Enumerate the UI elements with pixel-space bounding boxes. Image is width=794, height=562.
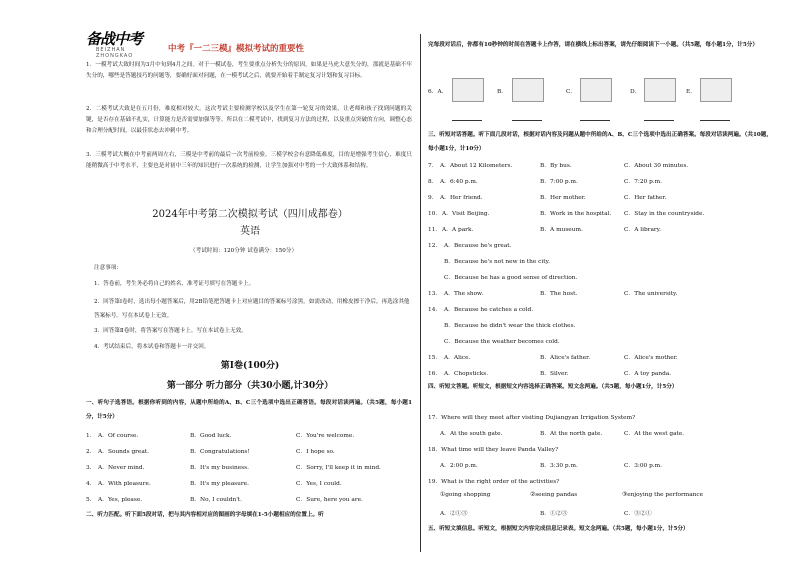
q-number: 7． — [428, 163, 438, 169]
q-number: 13． — [428, 291, 442, 297]
q19-question: 19．What is the right order of the activities? — [428, 479, 560, 485]
option-b: B．Silver. — [540, 371, 569, 377]
option-c: C．You're welcome. — [296, 433, 355, 439]
option-b: B．7:00 p.m. — [540, 179, 578, 185]
option-a: A．Visit Beijing. — [442, 211, 490, 217]
option-b: B．A museum. — [540, 227, 583, 233]
option-a: A．The show. — [444, 291, 484, 297]
option-c: C．At the west gate. — [624, 431, 685, 437]
picture-c — [580, 78, 612, 102]
option-b: B．①②③ — [540, 511, 568, 517]
pic-label-b: B． — [497, 89, 508, 95]
option-c: C．Sure, here you are. — [296, 497, 363, 503]
option-c: C．Yes, I could. — [296, 481, 342, 487]
sec2-instructions: 二、听力匹配。听下面5段对话，把与其内容相对应的图画的字母填在1-5小题相应的位置上。听 — [86, 512, 324, 518]
pic-label-e: E． — [686, 89, 697, 95]
option-a: A．About 12 Kilometers. — [440, 163, 513, 169]
q-number: 11． — [428, 227, 442, 233]
option-c: C．Because the weather becomes cold. — [444, 339, 560, 345]
section-title: 第一部分 听力部分（共30小题,计30分） — [166, 381, 334, 391]
q-number: 15． — [428, 355, 442, 361]
activity-3: ③enjoying the performance — [622, 492, 704, 498]
option-a: A．Never mind. — [98, 465, 145, 471]
sec3-instructions: 三、听短对话答题。听下面几段对话，根据对话内容及问题从题中所给的A、B、C三个选项中选出正确答案。每段对话读两遍。（共10题，每小题1分，计10分） — [428, 132, 772, 152]
activity-1: ①going shopping — [440, 492, 491, 498]
option-a: A．Sounds great. — [98, 449, 149, 455]
q-number: 2． — [86, 449, 96, 455]
option-b: B．3:30 p.m. — [540, 463, 578, 469]
option-c: C．The university. — [624, 291, 678, 297]
option-a: A．With pleasure. — [98, 481, 151, 487]
option-b: B．It's my pleasure. — [190, 481, 249, 487]
answer-blank[interactable] — [512, 120, 542, 121]
option-b: B．At the north gate. — [540, 431, 603, 437]
q-number: 3． — [86, 465, 96, 471]
pic-label-a: 6．A． — [428, 89, 448, 95]
q-number: 12． — [428, 243, 442, 249]
notice-3: 3．回答第Ⅱ卷时，将答案写在答题卡上。写在本试卷上无效。 — [94, 328, 247, 334]
option-c: C．A library. — [624, 227, 662, 233]
option-a: A．Yes, please. — [98, 497, 143, 503]
option-b: B．Work in the hospital. — [540, 211, 612, 217]
notice-title: 注意事项： — [94, 265, 122, 271]
q-number: 9． — [428, 195, 438, 201]
exam-time-info: （考试时间：120分钟 试卷满分：150分） — [190, 248, 298, 254]
notice-2: 2．回答第Ⅰ卷时，选出每小题答案后，用2B铅笔把答题卡上对应题目的答案标号涂黑。如需改动，用橡皮擦干净后，再选涂其他答案标号。写在本试卷上无效。 — [94, 299, 410, 319]
pic-label-c: C． — [566, 89, 577, 95]
q-number: 4． — [86, 481, 96, 487]
sec1-instructions: 一、听句子选答语。根据你听到的内容，从题中所给的A、B、C三个选项中选出正确答语。每段对话读两遍。（共5题，每小题1分，计5分） — [86, 400, 412, 420]
picture-d — [644, 78, 676, 102]
banner-title: 中考『一二三模』模拟考试的重要性 — [168, 44, 305, 54]
activity-2: ②seeing pandas — [530, 492, 578, 498]
option-a: A．Of course. — [98, 433, 139, 439]
option-c: C．Her father. — [624, 195, 667, 201]
sec2-continued: 完每段对话后，你都有10秒钟的时间在答题卡上作答，请在横线上标出答案，请先仔细阅读下一小题。（共5题，每小题1分，计5分） — [428, 42, 758, 48]
option-a: A．②①③ — [440, 511, 468, 517]
option-a: A．Alice. — [444, 355, 471, 361]
option-a: A．At the south gate. — [440, 431, 503, 437]
column-divider — [420, 34, 421, 552]
option-c: C．Alice's mother. — [624, 355, 678, 361]
sec5-instructions: 五、听短文填信息。听短文，根据短文内容完成信息记录表。短文念两遍。（共5题，每小题1分，计5分） — [428, 526, 689, 532]
option-b: B．Good luck. — [190, 433, 232, 439]
exam-subject: 英语 — [240, 226, 260, 237]
intro-para-2: 2．二模考试大致是在五月份，难度相对较大。这次考试主要检测学校以及学生在第一轮复习的效果，让老师和孩子找到问题的关键，是否存在基础不扎实，计算能力是否需要加强等等。所以在二模考试中，找到复习方法的过程，以及重点突破的方向，调整心态和合理分配时间，以最佳状态去冲刺中考。 — [86, 106, 412, 134]
option-c: C．Stay in the countryside. — [624, 211, 705, 217]
notice-4: 4．考试结束后，将本试卷和答题卡一并交回。 — [94, 344, 210, 350]
option-b: B．Alice's father. — [540, 355, 591, 361]
option-a: A．2:00 p.m. — [440, 463, 478, 469]
q-number: 16． — [428, 371, 442, 377]
logo-subtext: BEIZHAN ZHONGKAO — [96, 47, 134, 59]
option-b: B．No, I couldn't. — [190, 497, 242, 503]
option-a: A．Because he catches a cold. — [444, 307, 534, 313]
logo-text: 备战中考 — [86, 30, 143, 48]
option-b: B．The host. — [540, 291, 578, 297]
picture-b — [512, 78, 544, 102]
option-a: A．Her friend. — [440, 195, 483, 201]
answer-blank[interactable] — [700, 120, 730, 121]
option-a: A．6:40 p.m. — [440, 179, 478, 185]
option-c: C．Because he has a good sense of direction. — [444, 275, 578, 281]
q-number: 8． — [428, 179, 438, 185]
option-b: B．Congratulations! — [190, 449, 250, 455]
option-c: C．I hope so. — [296, 449, 335, 455]
answer-blank[interactable] — [644, 120, 674, 121]
q18-question: 18．What time will they leave Panda Valley? — [428, 447, 559, 453]
option-c: C．About 30 minutes. — [624, 163, 689, 169]
q-number: 5． — [86, 497, 96, 503]
picture-e — [700, 78, 732, 102]
option-c: C．Sorry, I'll keep it in mind. — [296, 465, 381, 471]
q-number: 10． — [428, 211, 442, 217]
intro-para-3: 3．三模考试大概在中考前两周左右，三模是中考前的最后一次考前检验。三模学校会有意降低难度，目的是增强考生信心，难度只能稍微高于中考水平，主要也是对初中三年的知识进行一次系统的检测，让学生加强对中考的一个大致体系和结构。 — [86, 152, 412, 169]
notice-1: 1．答卷前，考生务必将自己的姓名、准考证号填写在答题卡上。 — [94, 281, 255, 287]
option-b: B．Her mother. — [540, 195, 586, 201]
option-c: C．7:20 p.m. — [624, 179, 662, 185]
option-c: C．A toy panda. — [624, 371, 672, 377]
pic-label-d: D． — [630, 89, 641, 95]
option-a: A．Because he's great. — [444, 243, 512, 249]
q-number: 1． — [86, 433, 96, 439]
exam-title: 2024年中考第二次模拟考试（四川成都卷） — [152, 209, 348, 220]
q17-question: 17．Where will they meet after visiting Dujiangyan Irrigation System? — [428, 415, 636, 421]
q-number: 14． — [428, 307, 442, 313]
option-a: A．A park. — [442, 227, 474, 233]
intro-para-1: 1．一模考试大致时间为3月中旬到4月之间。对于一模试卷，考生要重点分析失分的原因，如果是马虎大意失分的，那就是基础不牢失分的，哪些是答题技巧的问题等，要确好面对问题，在一模考试之后，就要开始着手制定复习计划和复习目标。 — [86, 62, 412, 79]
option-c: C．3:00 p.m. — [624, 463, 662, 469]
picture-a — [452, 78, 484, 102]
sec4-instructions: 四、听短文答题。听短文，根据短文内容选择正确答案。短文念两遍。（共5题，每小题1分，计5分） — [428, 384, 678, 390]
part-title: 第Ⅰ卷(100分) — [220, 361, 280, 371]
option-b: B．Because he's not new in the city. — [444, 259, 550, 265]
answer-blank[interactable] — [452, 120, 482, 121]
option-b: B．By bus. — [540, 163, 572, 169]
option-b: B．It's my business. — [190, 465, 249, 471]
option-a: A．Chopsticks. — [444, 371, 489, 377]
answer-blank[interactable] — [580, 120, 610, 121]
brand-logo — [86, 28, 152, 59]
option-b: B．Because he didn't wear the thick clothes. — [444, 323, 576, 329]
option-c: C．③②① — [624, 511, 652, 517]
